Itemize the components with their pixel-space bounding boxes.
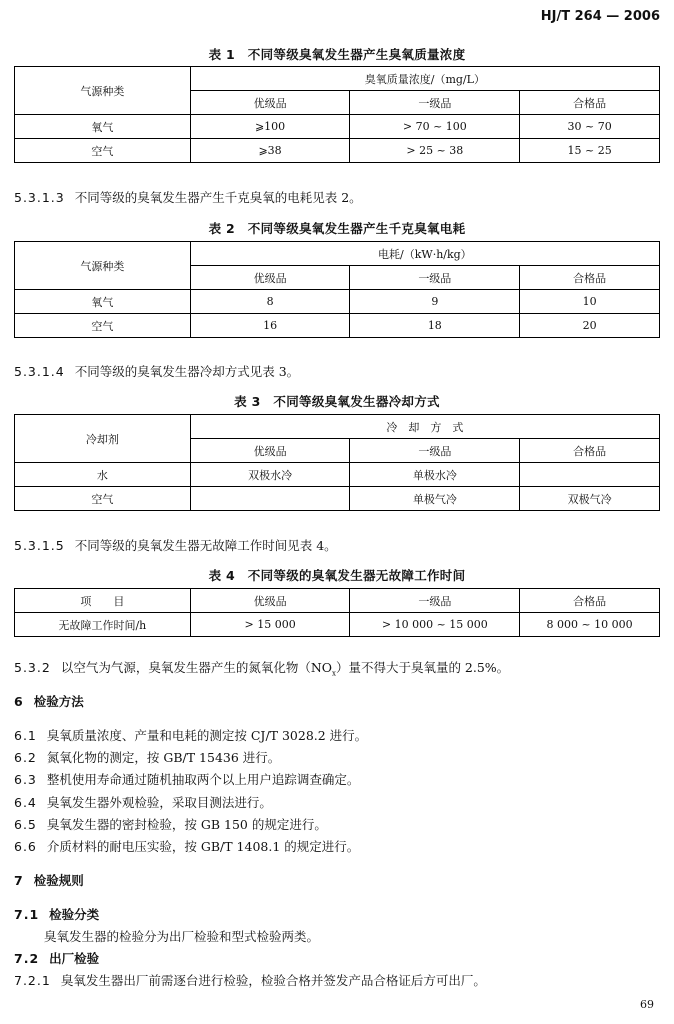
table-cell: 20 bbox=[520, 314, 660, 338]
table-cell: 9 bbox=[350, 290, 520, 314]
table-row bbox=[15, 115, 660, 139]
table4-header-cell: 优级品 bbox=[190, 589, 350, 613]
row-label: 空气 bbox=[15, 314, 191, 338]
table2-group-header: 电耗/（kW·h/kg） bbox=[190, 242, 659, 266]
clause-text: 臭氧发生器的密封检验，按 GB 150 的规定进行。 bbox=[46, 817, 327, 832]
clause-text: 氮氧化物的测定，按 GB/T 15436 进行。 bbox=[46, 750, 281, 765]
clause-7-2-heading bbox=[14, 949, 99, 967]
clause-number: 5.3.1.3 bbox=[14, 190, 65, 205]
table-cell: 双极气冷 bbox=[520, 487, 660, 511]
clause-7-1-text: 臭氧发生器的检验分为出厂检验和型式检验两类。 bbox=[44, 929, 320, 944]
table-cell: 10 bbox=[520, 290, 660, 314]
clause-number: 5.3.1.4 bbox=[14, 364, 65, 379]
table-cell: ⩾100 bbox=[190, 115, 350, 139]
table-cell bbox=[190, 487, 350, 511]
table-cell: 30 ~ 70 bbox=[520, 115, 660, 139]
table-cell: 单极气冷 bbox=[350, 487, 520, 511]
clause-text: 以空气为气源，臭氧发生器产生的氮氧化物（NO bbox=[60, 660, 332, 675]
table-cell: > 25 ~ 38 bbox=[350, 139, 520, 163]
section-6-heading bbox=[14, 692, 84, 710]
table3-header-cell: 合格品 bbox=[520, 439, 660, 463]
table4-col0: 项 目 bbox=[15, 589, 191, 613]
table-row bbox=[15, 613, 660, 637]
table3-header-cell: 优级品 bbox=[190, 439, 350, 463]
clause-text: 不同等级的臭氧发生器无故障工作时间见表 4。 bbox=[74, 538, 337, 553]
clause-text: 臭氧质量浓度、产量和电耗的测定按 CJ/T 3028.2 进行。 bbox=[46, 728, 368, 743]
table2-caption: 表 2 不同等级臭氧发生器产生千克臭氧电耗 bbox=[208, 221, 466, 236]
table1-group-header: 臭氧质量浓度/（mg/L） bbox=[190, 67, 659, 91]
clause-6-4 bbox=[14, 793, 272, 811]
clause-5-3-1-5 bbox=[14, 536, 337, 554]
clause-number: 5.3.1.5 bbox=[14, 538, 65, 553]
table4 bbox=[14, 588, 660, 637]
table-cell: 8 000 ~ 10 000 bbox=[520, 613, 660, 637]
table2-col0: 气源种类 bbox=[15, 242, 191, 290]
table-cell: ⩾38 bbox=[190, 139, 350, 163]
clause-text: ）量不得大于臭氧量的 2.5%。 bbox=[335, 660, 510, 675]
section-title: 检验规则 bbox=[33, 873, 84, 888]
table3-caption: 表 3 不同等级臭氧发生器冷却方式 bbox=[234, 394, 440, 409]
table-row bbox=[15, 314, 660, 338]
clause-5-3-1-4 bbox=[14, 362, 299, 380]
table3 bbox=[14, 414, 660, 511]
table2-header-cell: 优级品 bbox=[190, 266, 350, 290]
table2-header-cell: 一级品 bbox=[350, 266, 520, 290]
clause-text: 整机使用寿命通过随机抽取两个以上用户追踪调查确定。 bbox=[46, 772, 360, 787]
clause-7-1-heading bbox=[14, 905, 99, 923]
section-number: 6 bbox=[14, 694, 24, 709]
table-cell: > 15 000 bbox=[190, 613, 350, 637]
table3-col0: 冷却剂 bbox=[15, 415, 191, 463]
table4-header-cell: 一级品 bbox=[350, 589, 520, 613]
clause-text: 不同等级的臭氧发生器产生千克臭氧的电耗见表 2。 bbox=[74, 190, 362, 205]
table1-col0: 气源种类 bbox=[15, 67, 191, 115]
table-cell: 15 ~ 25 bbox=[520, 139, 660, 163]
table-cell: > 70 ~ 100 bbox=[350, 115, 520, 139]
clause-number: 6.1 bbox=[14, 728, 37, 743]
clause-number: 6.4 bbox=[14, 795, 37, 810]
table1-header-cell: 合格品 bbox=[520, 91, 660, 115]
clause-number: 7.2.1 bbox=[14, 973, 51, 988]
clause-number: 7.2 bbox=[14, 951, 40, 966]
table3-group-header: 冷 却 方 式 bbox=[190, 415, 659, 439]
table-cell: 单极水冷 bbox=[350, 463, 520, 487]
section-title: 检验方法 bbox=[33, 694, 84, 709]
standard-number: HJ/T 264 — 2006 bbox=[540, 9, 660, 24]
clause-6-2 bbox=[14, 748, 280, 766]
table2 bbox=[14, 241, 660, 338]
clause-number: 6.6 bbox=[14, 839, 37, 854]
table-cell: 16 bbox=[190, 314, 350, 338]
page-number: 69 bbox=[640, 998, 654, 1011]
table-cell: 18 bbox=[350, 314, 520, 338]
subscript: x bbox=[332, 669, 336, 678]
row-label: 氧气 bbox=[15, 290, 191, 314]
table4-header-cell: 合格品 bbox=[520, 589, 660, 613]
table-cell: > 10 000 ~ 15 000 bbox=[350, 613, 520, 637]
table-row bbox=[15, 487, 660, 511]
table-cell: 8 bbox=[190, 290, 350, 314]
clause-number: 6.3 bbox=[14, 772, 37, 787]
table1 bbox=[14, 66, 660, 163]
row-label: 空气 bbox=[15, 139, 191, 163]
clause-6-3 bbox=[14, 770, 359, 788]
table-row bbox=[15, 139, 660, 163]
clause-title: 出厂检验 bbox=[49, 951, 100, 966]
clause-6-5 bbox=[14, 815, 327, 833]
row-label: 氧气 bbox=[15, 115, 191, 139]
row-label: 水 bbox=[15, 463, 191, 487]
clause-title: 检验分类 bbox=[49, 907, 100, 922]
section-7-heading bbox=[14, 871, 84, 889]
table-cell: 双极水冷 bbox=[190, 463, 350, 487]
clause-text: 臭氧发生器出厂前需逐台进行检验，检验合格并签发产品合格证后方可出厂。 bbox=[60, 973, 486, 988]
clause-number: 6.5 bbox=[14, 817, 37, 832]
row-label: 空气 bbox=[15, 487, 191, 511]
table1-header-cell: 优级品 bbox=[190, 91, 350, 115]
clause-6-6 bbox=[14, 837, 359, 855]
table3-header-cell: 一级品 bbox=[350, 439, 520, 463]
clause-6-1 bbox=[14, 726, 367, 744]
table1-caption: 表 1 不同等级臭氧发生器产生臭氧质量浓度 bbox=[208, 47, 466, 62]
clause-text: 不同等级的臭氧发生器冷却方式见表 3。 bbox=[74, 364, 300, 379]
table-row bbox=[15, 463, 660, 487]
clause-5-3-1-3 bbox=[14, 188, 362, 206]
table2-header-cell: 合格品 bbox=[520, 266, 660, 290]
clause-text: 臭氧发生器外观检验，采取目测法进行。 bbox=[46, 795, 272, 810]
table1-header-cell: 一级品 bbox=[350, 91, 520, 115]
row-label: 无故障工作时间/h bbox=[15, 613, 191, 637]
clause-text: 介质材料的耐电压实验，按 GB/T 1408.1 的规定进行。 bbox=[46, 839, 360, 854]
clause-number: 5.3.2 bbox=[14, 660, 51, 675]
section-number: 7 bbox=[14, 873, 24, 888]
table4-caption: 表 4 不同等级的臭氧发生器无故障工作时间 bbox=[208, 568, 466, 583]
clause-5-3-2 bbox=[14, 658, 509, 678]
clause-number: 6.2 bbox=[14, 750, 37, 765]
clause-number: 7.1 bbox=[14, 907, 40, 922]
table-cell bbox=[520, 463, 660, 487]
table-row bbox=[15, 290, 660, 314]
clause-7-2-1 bbox=[14, 971, 486, 989]
